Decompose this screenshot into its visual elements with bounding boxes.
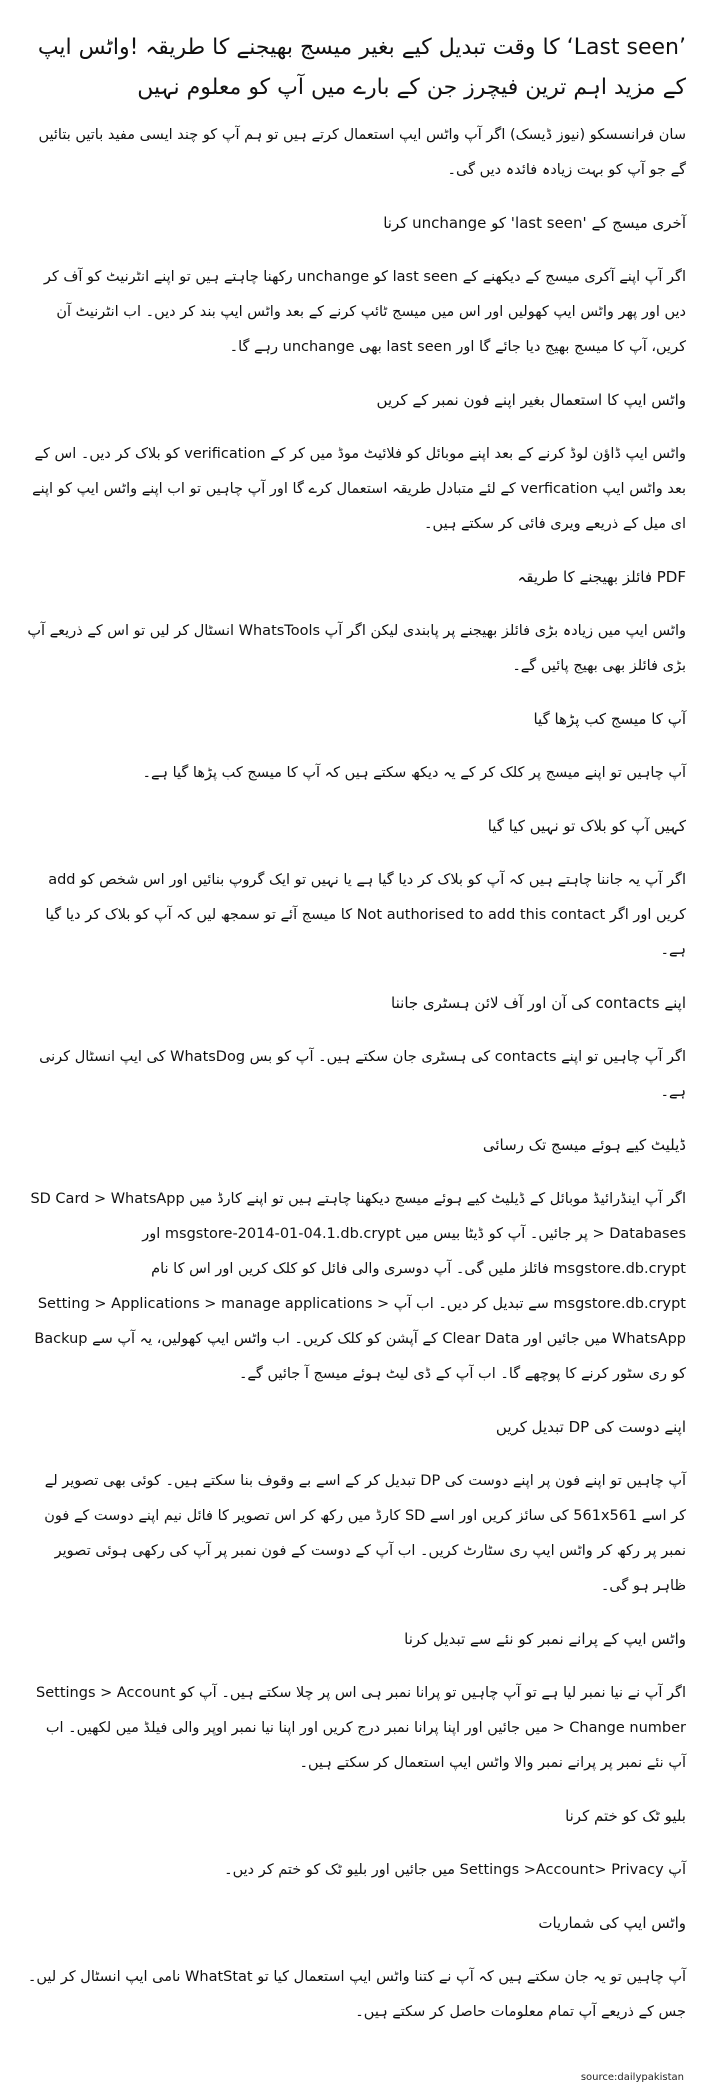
article (26, 28, 686, 2050)
section-heading: بلیو ٹک کو ختم کرنا (565, 1807, 686, 1825)
section-body: واٹس ایپ ڈاؤن لوڈ کرنے کے بعد اپنے موبائل کو فلائیٹ موڈ میں کر کے verification کو بلاک کر دیں۔ اس کے بعد واٹس ایپ verfication کے لئے متبادل طریقہ استعمال کرے گا اور آپ چاہیں تو اب اپنے واٹس ایپ کو اپنے ای میل کے ذریعے ویری فائی کر سکتے ہیں۔ (32, 446, 686, 532)
section-body: آپ چاہیں تو اپنے فون پر اپنے دوست کی DP تبدیل کر کے اسے بے وقوف بنا سکتے ہیں۔ کوئی بھی تصویر لے کر اسے 561x561 کی سائز کریں اور اسے SD کارڈ میں رکھ کر اس تصویر کا فائل نیم اپنے دوست کے فون نمبر پر رکھ کر واٹس ایپ ری سٹارٹ کریں۔ اب آپ کے دوست کے فون نمبر پر آپ کی رکھی ہوئی تصویر ظاہر ہو گی۔ (44, 1473, 686, 1594)
section-body: اگر آپ اپنے آکری میسج کے دیکھنے کے last seen کو unchange رکھنا چاہتے ہیں تو اپنے انٹرنیٹ کو آف کر دیں اور پھر واٹس ایپ کھولیں اور اس میں میسج ٹائپ کرنے کے بعد واٹس ایپ بند کر دیں۔ اب انٹرنیٹ آن کریں، آپ کا میسج بھیج دیا جائے گا اور last seen بھی unchange رہے گا۔ (43, 269, 686, 355)
section-body: اگر آپ نے نیا نمبر لیا ہے تو آپ چاہیں تو پرانا نمبر ہی اس پر چلا سکتے ہیں۔ آپ کو Settings > Account > Change number میں جائیں اور اپنا پرانا نمبر درج کریں اور اپنا نیا نمبر اوپر والی فیلڈ میں لکھیں۔ اب آپ نئے نمبر پر پرانے نمبر والا واٹس ایپ استعمال کر سکتے ہیں۔ (36, 1685, 686, 1771)
section-body: واٹس ایپ میں زیادہ بڑی فائلز بھیجنے پر پابندی لیکن اگر آپ WhatsTools انسٹال کر لیں تو اس کے ذریعے آپ بڑی فائلز بھی بھیج پائیں گے۔ (27, 623, 686, 674)
section-body: اگر آپ اینڈرائیڈ موبائل کے ڈیلیٹ کیے ہوئے میسج دیکھنا چاہتے ہیں تو اپنے کارڈ میں SD Card > WhatsApp > Databases پر جائیں۔ آپ کو ڈیٹا بیس میں msgstore-2014-01-04.1.db.crypt اور msgstore.db.crypt فائلز ملیں گی۔ آپ دوسری والی فائل کو کلک کریں اور اس کا نام msgstore.db.crypt سے تبدیل کر دیں۔ اب آپ Setting > Applications > manage applications > WhatsApp میں جائیں اور Clear Data کے آپشن کو کلک کریں۔ اب واٹس ایپ کھولیں، یہ آپ سے Backup کو ری سٹور کرنے کا پوچھے گا۔ اب آپ کے ڈی لیٹ ہوئے میسج آ جائیں گے۔ (30, 1191, 686, 1382)
section-heading: ڈیلیٹ کیے ہوئے میسج تک رسائی (482, 1136, 686, 1154)
section-body: آپ چاہیں تو اپنے میسج پر کلک کر کے یہ دیکھ سکتے ہیں کہ آپ کا میسج کب پڑھا گیا ہے۔ (142, 765, 686, 781)
section-heading: واٹس ایپ کے پرانے نمبر کو نئے سے تبدیل کرنا (404, 1630, 686, 1648)
source-credit: source:dailypakistan (580, 2072, 684, 2083)
section-heading: PDF فائلز بھیجنے کا طریقہ (517, 568, 686, 586)
section-heading: آخری میسج کے 'last seen' کو unchange کرنا (383, 214, 686, 232)
section-heading: واٹس ایپ کی شماریات (538, 1914, 686, 1932)
section-body: آپ Settings >Account> Privacy میں جائیں اور بلیو ٹک کو ختم کر دیں۔ (224, 1862, 686, 1878)
section-heading: واٹس ایپ کا استعمال بغیر اپنے فون نمبر کے کریں (376, 391, 686, 409)
section-body: اگر آپ یہ جاننا چاہتے ہیں کہ آپ کو بلاک کر دیا گیا ہے یا نہیں تو ایک گروپ بنائیں اور اس شخص کو add کریں اور اگر Not authorised to add this contact کا میسج آئے تو سمجھ لیں کہ آپ کو بلاک کر دیا گیا ہے۔ (45, 872, 686, 958)
section-body: آپ چاہیں تو یہ جان سکتے ہیں کہ آپ نے کتنا واٹس ایپ استعمال کیا تو WhatStat نامی ایپ انسٹال کر لیں۔ جس کے ذریعے آپ تمام معلومات حاصل کر سکتے ہیں۔ (27, 1969, 686, 2020)
section-heading: اپنے دوست کی DP تبدیل کریں (495, 1418, 686, 1436)
section-heading: اپنے contacts کی آن اور آف لائن ہسٹری جاننا (391, 994, 686, 1012)
section-heading: آپ کا میسج کب پڑھا گیا (533, 710, 686, 728)
article-title: ’Last seen‘ کا وقت تبدیل کیے بغیر میسج بھیجنے کا طریقہ !واٹس ایپ کے مزید اہم ترین فیچرز جن کے بارے میں آپ کو معلوم نہیں (37, 35, 686, 100)
section-heading: کہیں آپ کو بلاک تو نہیں کیا گیا (487, 817, 686, 835)
intro-paragraph: سان فرانسسکو (نیوز ڈیسک) اگر آپ واٹس ایپ استعمال کرتے ہیں تو ہم آپ کو چند ایسی مفید باتیں بتائیں گے جو آپ کو بہت زیادہ فائدہ دیں گی۔ (38, 127, 686, 178)
section-body: اگر آپ چاہیں تو اپنے contacts کی ہسٹری جان سکتے ہیں۔ آپ کو بس WhatsDog کی ایپ انسٹال کرنی ہے۔ (39, 1049, 686, 1100)
